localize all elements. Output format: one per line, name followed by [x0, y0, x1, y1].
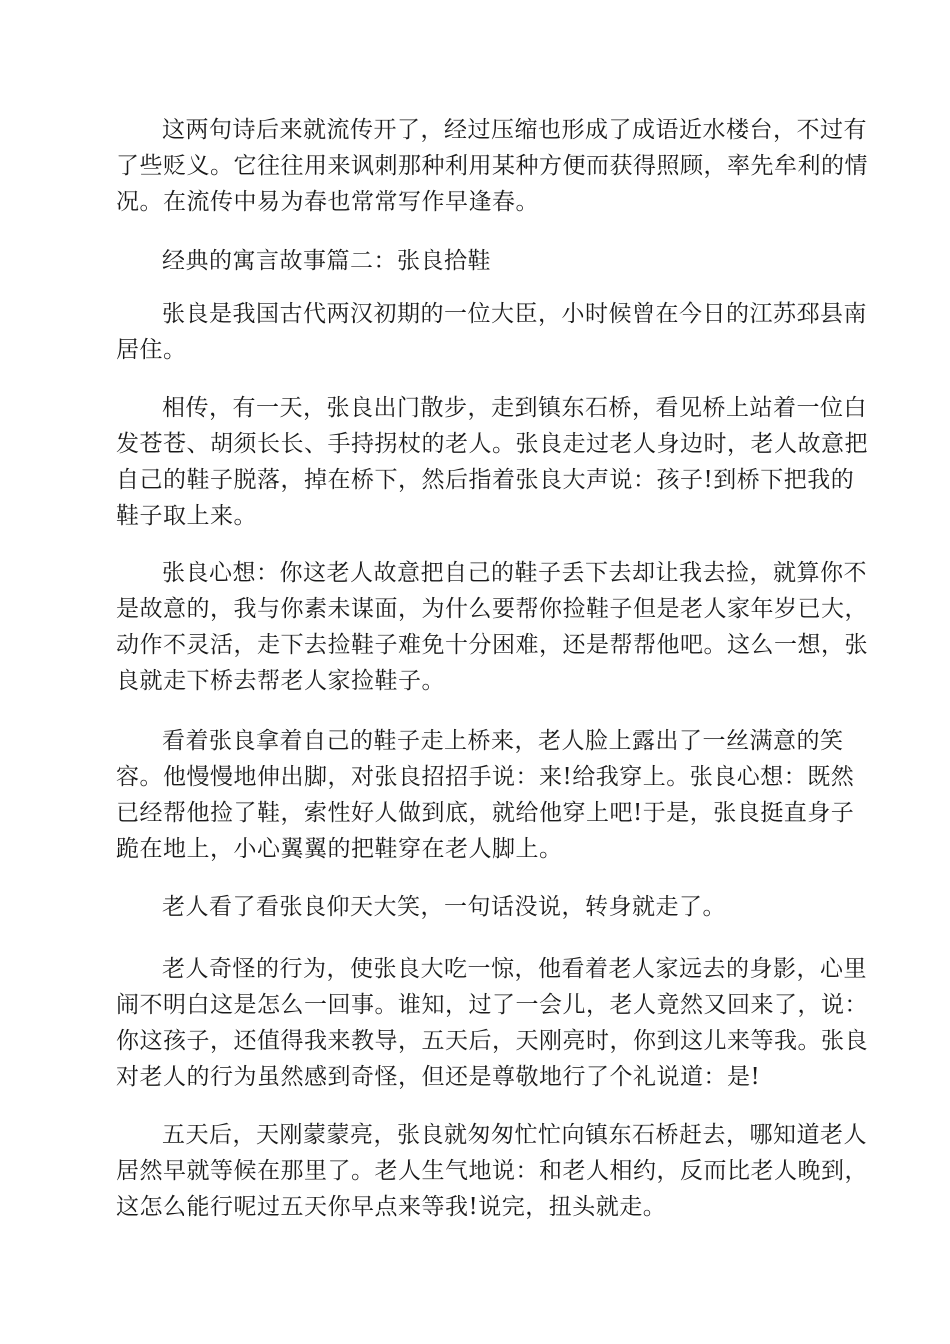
- paragraph-8: [116, 951, 868, 1095]
- paragraph-line: 看着张良拿着自己的鞋子走上桥来，老人脸上露出了一丝满意的笑: [162, 728, 844, 754]
- paragraph-line: 居然早就等候在那里了。老人生气地说：和老人相约，反而比老人晚到，: [116, 1158, 868, 1184]
- paragraph-line: 相传，有一天，张良出门散步，走到镇东石桥，看见桥上站着一位白: [162, 395, 867, 421]
- paragraph-line: 自己的鞋子脱落，掉在桥下，然后指着张良大声说：孩子!到桥下把我的: [116, 467, 855, 493]
- paragraph-line: 对老人的行为虽然感到奇怪，但还是尊敬地行了个礼说道：是!: [116, 1064, 761, 1090]
- paragraph-line: 张良心想：你这老人故意把自己的鞋子丢下去却让我去捡，就算你不: [162, 560, 867, 586]
- paragraph-line: 闹不明白这是怎么一回事。谁知，过了一会儿，老人竟然又回来了，说：: [116, 992, 868, 1018]
- paragraph-line: 了些贬义。它往往用来讽刺那种利用某种方便而获得照顾，率先牟利的情: [116, 153, 868, 179]
- paragraph-line: 良就走下桥去帮老人家捡鞋子。: [116, 668, 445, 694]
- paragraph-5: [116, 555, 868, 699]
- paragraph-line: 这两句诗后来就流传开了，经过压缩也形成了成语近水楼台，不过有: [162, 117, 867, 143]
- paragraph-line: 况。在流传中易为春也常常写作早逢春。: [116, 189, 539, 215]
- paragraph-line: 居住。: [116, 337, 187, 363]
- paragraph-line: 发苍苍、胡须长长、手持拐杖的老人。张良走过老人身边时，老人故意把: [116, 431, 868, 457]
- paragraph-1: [116, 112, 868, 220]
- paragraph-7: [116, 889, 836, 925]
- paragraph-line: 容。他慢慢地伸出脚，对张良招招手说：来!给我穿上。张良心想：既然: [116, 764, 855, 790]
- paragraph-line: 是故意的，我与你素未谋面，为什么要帮你捡鞋子但是老人家年岁已大，: [116, 596, 868, 622]
- paragraph-9: [116, 1117, 868, 1225]
- section-heading: [116, 243, 836, 279]
- paragraph-line: 张良是我国古代两汉初期的一位大臣，小时候曾在今日的江苏邳县南: [162, 301, 867, 327]
- paragraph-line: 跪在地上，小心翼翼的把鞋穿在老人脚上。: [116, 836, 563, 862]
- section-heading-text: 经典的寓言故事篇二：张良拾鞋: [162, 248, 491, 274]
- paragraph-line: 这怎么能行呢过五天你早点来等我!说完，扭头就走。: [116, 1194, 667, 1220]
- paragraph-line: 已经帮他捡了鞋，索性好人做到底，就给他穿上吧!于是，张良挺直身子: [116, 800, 855, 826]
- paragraph-3: [116, 296, 867, 368]
- paragraph-line: 动作不灵活，走下去捡鞋子难免十分困难，还是帮帮他吧。这么一想，张: [116, 632, 868, 658]
- paragraph-6: [116, 723, 855, 867]
- paragraph-line: 鞋子取上来。: [116, 503, 257, 529]
- paragraph-4: [116, 390, 868, 534]
- paragraph-line: 五天后，天刚蒙蒙亮，张良就匆匆忙忙向镇东石桥赶去，哪知道老人: [162, 1122, 867, 1148]
- paragraph-line: 你这孩子，还值得我来教导，五天后，天刚亮时，你到这儿来等我。张良: [116, 1028, 868, 1054]
- paragraph-line: 老人奇怪的行为，使张良大吃一惊，他看着老人家远去的身影，心里: [162, 956, 867, 982]
- paragraph-line: 老人看了看张良仰天大笑，一句话没说，转身就走了。: [162, 894, 726, 920]
